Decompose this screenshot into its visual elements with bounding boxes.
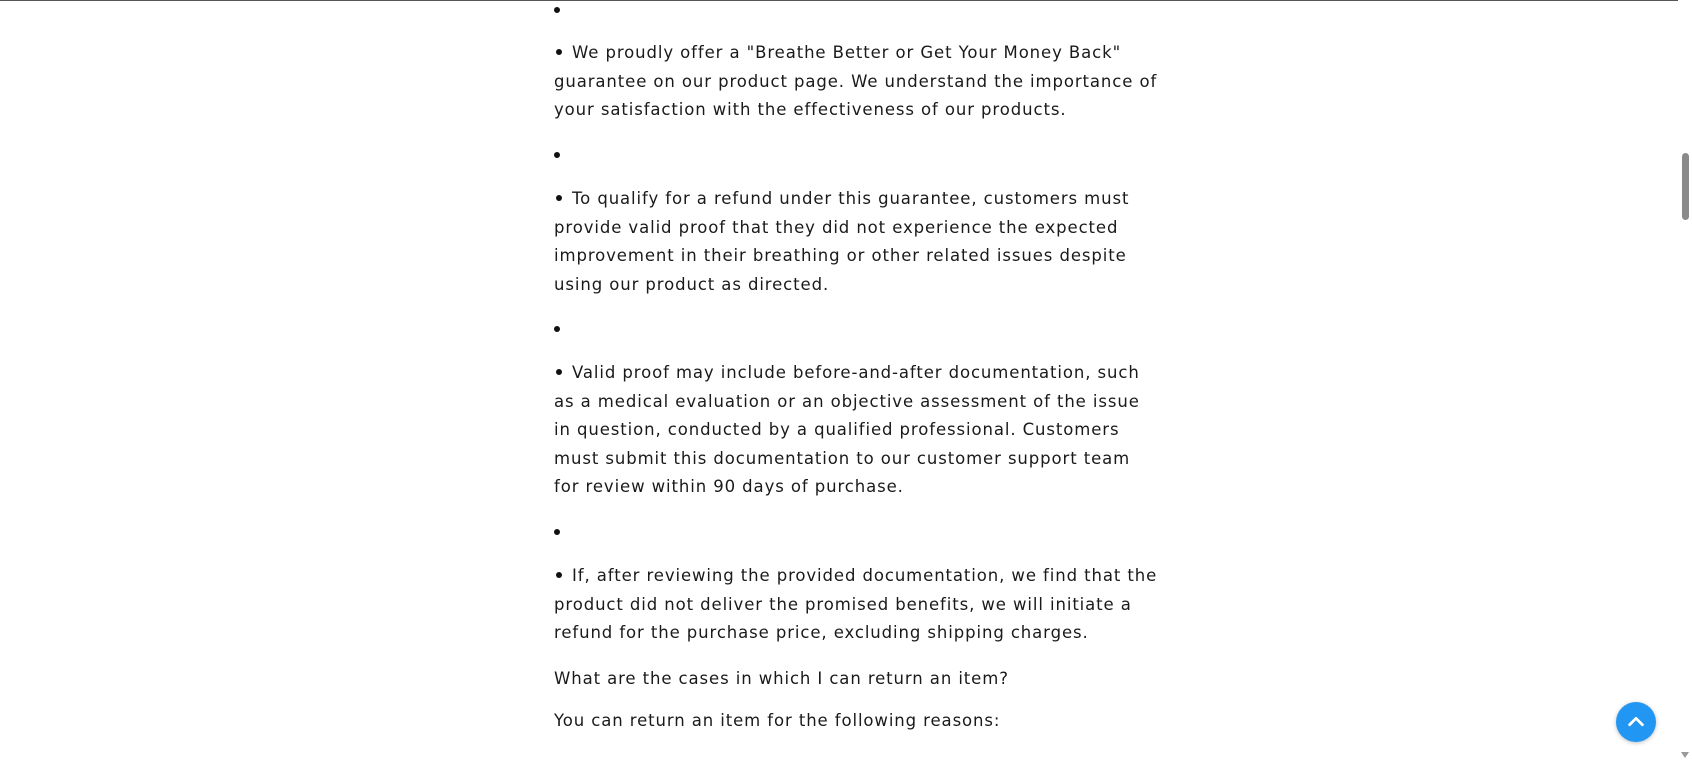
bullet-paragraph [554, 39, 1158, 125]
empty-bullet [554, 326, 560, 332]
empty-bullet [554, 152, 560, 158]
arrow-down-icon[interactable] [1681, 752, 1689, 758]
page-scrollbar[interactable] [1678, 0, 1692, 762]
chevron-up-icon [1625, 711, 1647, 733]
faq-answer-intro: You can return an item for the following reasons: [554, 711, 1001, 730]
paragraph-line: We proudly offer a "Breathe Better or Get Your Money Back" [572, 43, 1122, 62]
paragraph-line: in question, conducted by a qualified professional. Customers [554, 420, 1120, 439]
faq-question: What are the cases in which I can return an item? [554, 669, 1009, 688]
paragraph-line: provide valid proof that they did not experience the expected [554, 217, 1119, 237]
empty-bullet [554, 529, 560, 535]
bullet-paragraph [554, 185, 1154, 299]
paragraph-line: must submit this documentation to our customer support team [554, 448, 1131, 468]
bullet-dot [556, 572, 562, 578]
empty-bullet [554, 7, 560, 13]
paragraph-line: To qualify for a refund under this guarantee, customers must [572, 189, 1130, 208]
bullet-dot [556, 195, 562, 201]
paragraph-line: If, after reviewing the provided documentation, we find that the [572, 566, 1158, 585]
bullet-dot [556, 369, 562, 375]
paragraph-line: guarantee on our product page. We understand the importance of [554, 71, 1158, 91]
paragraph-line: refund for the purchase price, excluding shipping charges. [554, 623, 1089, 642]
paragraph-line: your satisfaction with the effectiveness of our products. [554, 100, 1067, 119]
bullet-paragraph [554, 359, 1154, 502]
paragraph-line: Valid proof may include before-and-after documentation, such [572, 363, 1140, 382]
bullet-paragraph [554, 562, 1158, 648]
paragraph-line: as a medical evaluation or an objective assessment of the issue [554, 391, 1140, 411]
paragraph-line: using our product as directed. [554, 274, 830, 294]
bullet-dot [556, 49, 562, 55]
back-to-top-button[interactable] [1616, 702, 1656, 742]
paragraph-line: for review within 90 days of purchase. [554, 477, 904, 496]
top-divider [0, 0, 1692, 1]
scrollbar-thumb[interactable] [1682, 153, 1689, 220]
paragraph-line: improvement in their breathing or other related issues despite [554, 246, 1127, 265]
paragraph-line: product did not deliver the promised benefits, we will initiate a [554, 594, 1132, 614]
